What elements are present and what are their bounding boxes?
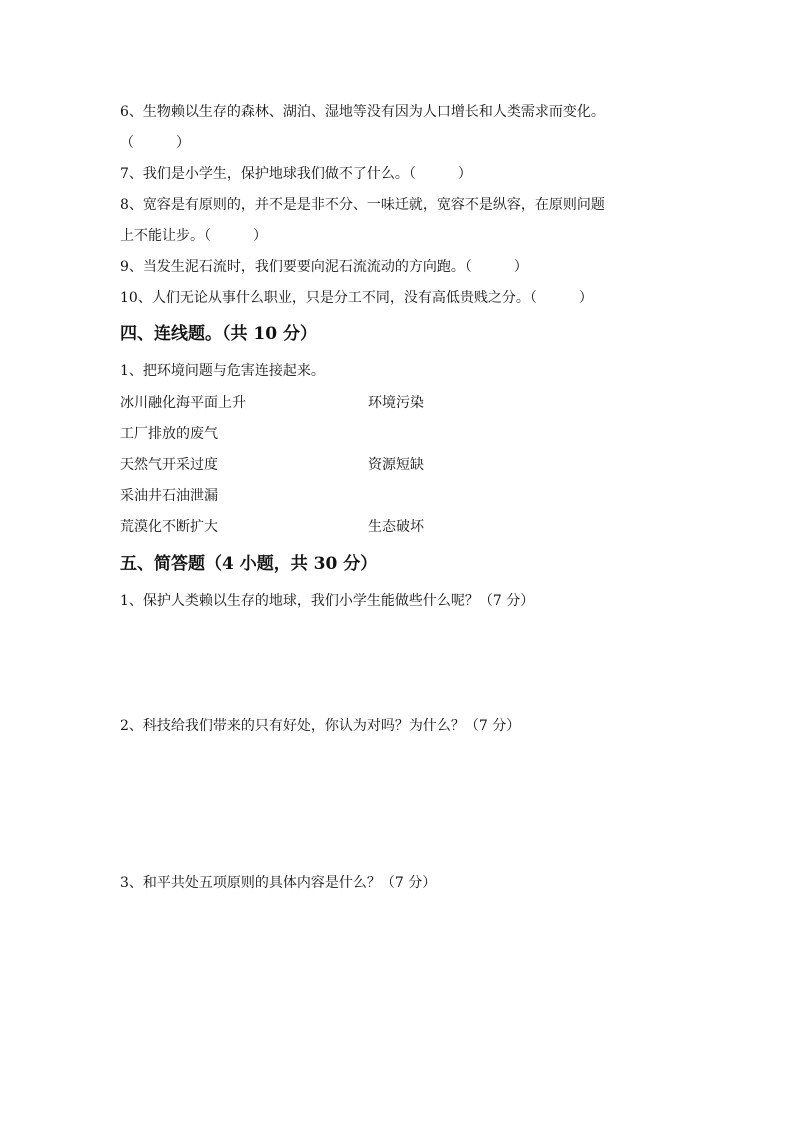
short-answer-question-3: 3、和平共处五项原则的具体内容是什么？（7 分）	[120, 875, 437, 891]
question-6-answer-blank[interactable]: （ ）	[120, 135, 190, 151]
question-8-text: 8、宽容是有原则的，并不是是非不分、一味迁就，宽容不是纵容，在原则问题	[120, 197, 605, 213]
matching-right-item[interactable]: 生态破坏	[368, 519, 424, 535]
short-answer-question-2: 2、科技给我们带来的只有好处，你认为对吗？为什么？（7 分）	[120, 718, 521, 734]
question-9-text: 9、当发生泥石流时，我们要要向泥石流流动的方向跑。（ ）	[120, 259, 528, 275]
matching-left-item[interactable]: 采油井石油泄漏	[120, 488, 218, 504]
matching-left-item[interactable]: 冰川融化海平面上升	[120, 395, 246, 411]
short-answer-question-1: 1、保护人类赖以生存的地球，我们小学生能做些什么呢？（7 分）	[120, 593, 535, 609]
matching-right-item[interactable]: 资源短缺	[368, 457, 424, 473]
question-7-text: 7、我们是小学生，保护地球我们做不了什么。（ ）	[120, 166, 472, 182]
question-8-text-continued: 上不能让步。（ ）	[120, 228, 267, 244]
matching-left-item[interactable]: 工厂排放的废气	[120, 426, 218, 442]
question-6-text: 6、生物赖以生存的森林、湖泊、湿地等没有因为人口增长和人类需求而变化。	[120, 104, 605, 120]
question-10-text: 10、人们无论从事什么职业，只是分工不同，没有高低贵贱之分。（ ）	[120, 290, 593, 306]
section-5-heading: 五、简答题（4 小题，共 30 分）	[120, 554, 378, 574]
matching-left-item[interactable]: 天然气开采过度	[120, 457, 218, 473]
section-4-heading: 四、连线题。（共 10 分）	[120, 324, 317, 344]
matching-instruction: 1、把环境问题与危害连接起来。	[120, 363, 325, 379]
matching-right-item[interactable]: 环境污染	[368, 395, 424, 411]
matching-left-item[interactable]: 荒漠化不断扩大	[120, 519, 218, 535]
